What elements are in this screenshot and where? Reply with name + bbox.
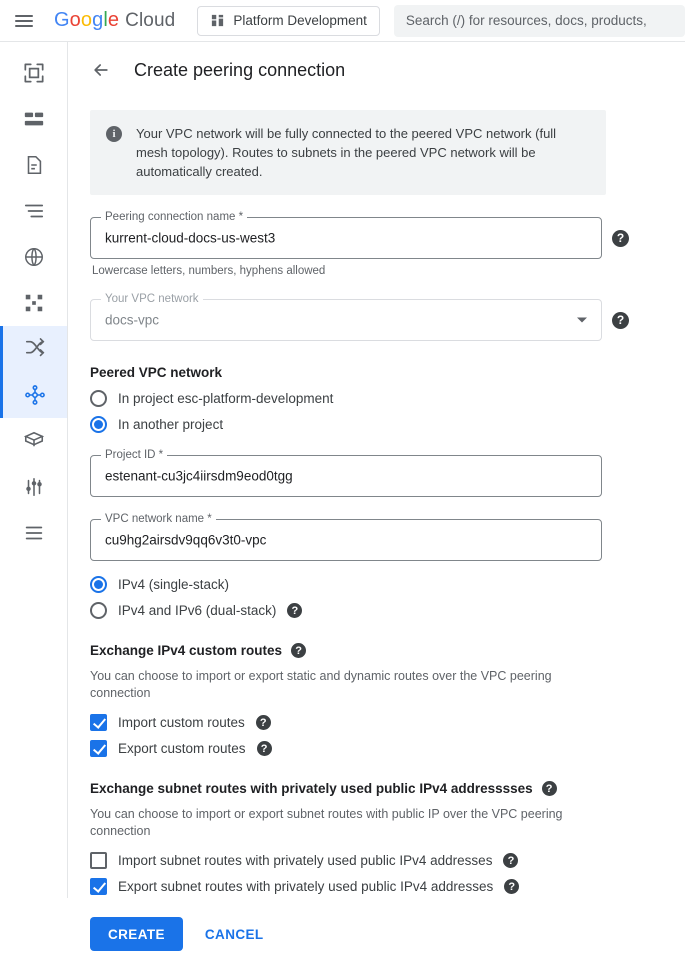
hamburger-line	[15, 25, 33, 27]
checkbox[interactable]	[90, 852, 107, 869]
checkbox-export-custom-routes[interactable]	[90, 740, 663, 757]
checkbox[interactable]	[90, 714, 107, 731]
your-vpc-row	[90, 293, 663, 341]
hamburger-icon[interactable]	[0, 0, 48, 42]
info-banner	[90, 110, 606, 195]
radio-label: IPv4 (single-stack)	[118, 577, 230, 592]
checkbox-label: Export subnet routes with privately used public IPv4 addresses	[118, 879, 494, 894]
peering-name-value: kurrent-cloud-docs-us-west3	[105, 230, 276, 246]
left-rail	[0, 42, 68, 898]
page-header	[68, 42, 685, 98]
checkbox-import-custom-routes[interactable]	[90, 714, 663, 731]
radio-in-project[interactable]	[90, 390, 663, 407]
peering-name-input[interactable]	[90, 211, 602, 259]
checkbox[interactable]	[90, 878, 107, 895]
sidebar-item-vpc-network-peering[interactable]	[0, 372, 67, 418]
section-label: Exchange IPv4 custom routes	[90, 643, 283, 658]
peering-name-helper: Lowercase letters, numbers, hyphens allowed	[92, 265, 326, 277]
radio-button[interactable]	[90, 390, 107, 407]
peered-vpc-section-title: Peered VPC network	[90, 365, 223, 380]
project-id-input[interactable]	[90, 449, 602, 497]
sidebar-item-shared-vpc[interactable]	[0, 418, 67, 464]
project-name: Platform Development	[233, 13, 367, 28]
hamburger-lines	[15, 12, 33, 30]
sidebar-item-subnets[interactable]	[0, 96, 67, 142]
sidebar-item-network-analysis[interactable]	[0, 510, 67, 556]
help-icon[interactable]: ?	[291, 643, 306, 658]
section-label: Exchange subnet routes with privately used public IPv4 addresssses	[90, 781, 533, 796]
help-icon[interactable]: ?	[257, 741, 272, 756]
sidebar-item-cloud-dns[interactable]	[0, 234, 67, 280]
checkbox-label: Export custom routes	[118, 741, 246, 756]
info-icon: i	[106, 126, 122, 142]
peering-name-label: Peering connection name *	[101, 211, 247, 223]
sidebar-item-vpc-networks[interactable]	[0, 50, 67, 96]
project-id-label: Project ID *	[101, 449, 167, 461]
cloud-wordmark: Cloud	[125, 10, 176, 31]
your-vpc-label: Your VPC network	[101, 293, 203, 305]
page-body	[0, 42, 685, 942]
search-input[interactable]	[394, 5, 685, 37]
help-icon[interactable]: ?	[256, 715, 271, 730]
exchange-subnet-routes-desc: You can choose to import or export subnet routes with public IP over the VPC peering connection	[90, 807, 563, 838]
cancel-button[interactable]: CANCEL	[204, 926, 264, 942]
peering-form	[68, 98, 685, 971]
sidebar-item-external-ip-addresses[interactable]	[0, 142, 67, 188]
top-app-bar	[0, 0, 685, 42]
radio-ipv4-single-stack[interactable]	[90, 576, 663, 593]
checkbox-label: Import custom routes	[118, 715, 245, 730]
radio-label: In another project	[118, 417, 224, 432]
arrow-left-icon[interactable]	[90, 59, 112, 81]
radio-label: IPv4 and IPv6 (dual-stack)	[118, 603, 277, 618]
checkbox-import-subnet-routes[interactable]	[90, 852, 663, 869]
project-id-value: estenant-cu3jc4iirsdm9eod0tgg	[105, 468, 293, 484]
help-icon[interactable]: ?	[287, 603, 302, 618]
chevron-down-icon[interactable]	[577, 318, 587, 323]
sidebar-item-packet-mirroring[interactable]	[0, 464, 67, 510]
search-placeholder: Search (/) for resources, docs, products,	[405, 13, 647, 28]
help-icon[interactable]: ?	[504, 879, 519, 894]
help-icon[interactable]: ?	[612, 312, 629, 329]
radio-in-another-project[interactable]	[90, 416, 663, 433]
project-id-row	[90, 449, 663, 497]
hamburger-line	[15, 20, 33, 22]
peering-name-row	[90, 211, 663, 259]
project-grid-icon	[210, 13, 225, 28]
exchange-custom-routes-title	[90, 643, 663, 658]
vpc-network-name-input[interactable]	[90, 513, 602, 561]
info-banner-text: Your VPC network will be fully connected to the peered VPC network (full mesh topology). Routes to subnets in the peered VPC network will be automatically created.	[136, 126, 557, 179]
checkbox[interactable]	[90, 740, 107, 757]
your-vpc-select[interactable]	[90, 293, 602, 341]
brand-logo[interactable]	[54, 9, 175, 32]
vpc-network-name-value: cu9hg2airsdv9qq6v3t0-vpc	[105, 532, 267, 548]
exchange-subnet-routes-title	[90, 781, 663, 796]
page-title: Create peering connection	[134, 59, 346, 80]
help-icon[interactable]: ?	[503, 853, 518, 868]
help-icon[interactable]: ?	[542, 781, 557, 796]
radio-button-selected[interactable]	[90, 416, 107, 433]
your-vpc-value: docs-vpc	[105, 312, 160, 328]
sidebar-item-firewall[interactable]	[0, 188, 67, 234]
sidebar-item-vpc-peering-overview[interactable]	[0, 326, 67, 372]
main-content	[68, 42, 685, 942]
google-wordmark: Google	[54, 9, 120, 31]
bottom-spacer	[90, 951, 663, 971]
vpc-network-name-row	[90, 513, 663, 561]
hamburger-line	[15, 15, 33, 17]
form-actions	[90, 917, 663, 951]
radio-label: In project esc-platform-development	[118, 391, 334, 406]
checkbox-label: Import subnet routes with privately used public IPv4 addresses	[118, 853, 493, 868]
checkbox-export-subnet-routes[interactable]	[90, 878, 663, 895]
spacer	[90, 561, 663, 567]
radio-button[interactable]	[90, 602, 107, 619]
sidebar-item-routes[interactable]	[0, 280, 67, 326]
project-picker[interactable]	[197, 6, 380, 36]
radio-ipv4-ipv6-dual-stack[interactable]	[90, 602, 663, 619]
create-button[interactable]: CREATE	[90, 917, 183, 951]
help-icon[interactable]: ?	[612, 230, 629, 247]
exchange-custom-routes-desc: You can choose to import or export static and dynamic routes over the VPC peering connection	[90, 669, 552, 700]
radio-button-selected[interactable]	[90, 576, 107, 593]
vpc-network-name-label: VPC network name *	[101, 513, 216, 525]
